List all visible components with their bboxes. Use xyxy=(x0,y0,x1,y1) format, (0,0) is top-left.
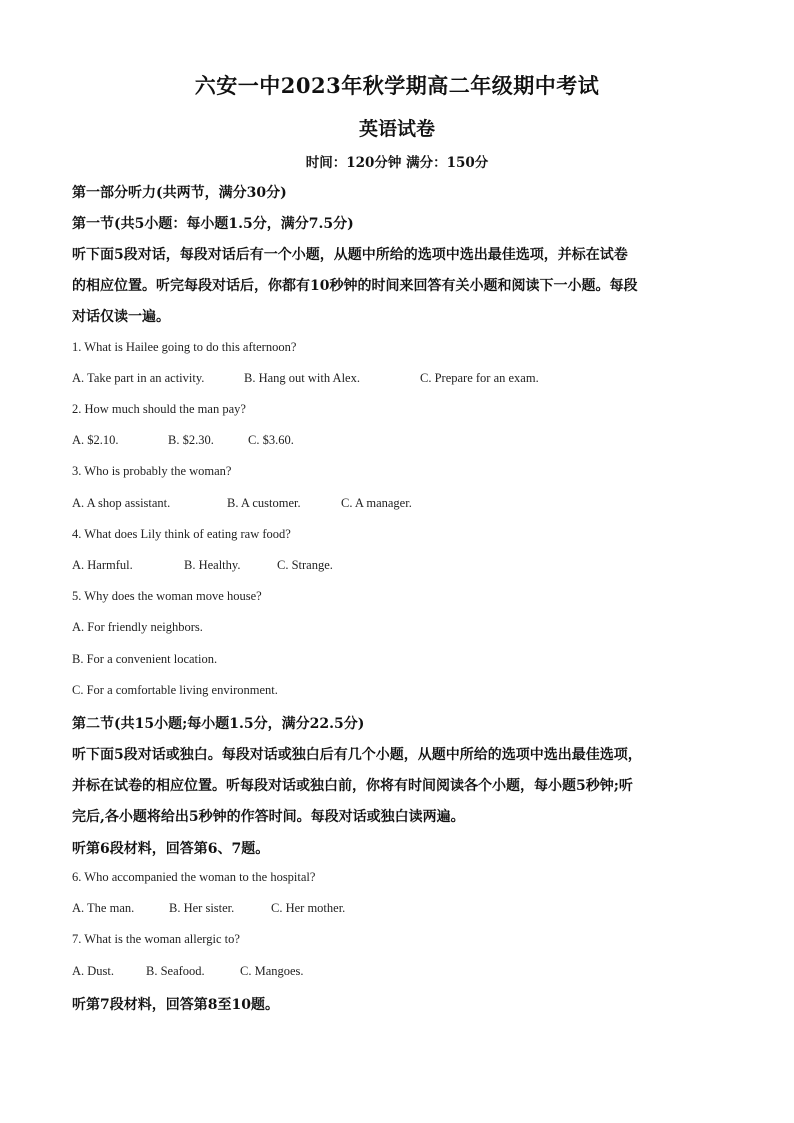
question-4: 4. What does Lily think of eating raw food? xyxy=(72,527,291,541)
question-1-option-a: A. Take part in an activity. xyxy=(72,371,205,385)
section1-instruction-line: 听下面5段对话，每段对话后有一个小题，从题中所给的选项中选出最佳选项，并标在试卷 xyxy=(72,247,628,263)
question-2-option-c: C. $3.60. xyxy=(248,433,294,447)
question-3-option-c: C. A manager. xyxy=(341,496,412,510)
section1-heading: 第一节(共5小题：每小题1.5分，满分7.5分) xyxy=(72,216,354,232)
question-5-option-a: A. For friendly neighbors. xyxy=(72,620,203,634)
question-5-option-c: C. For a comfortable living environment. xyxy=(72,683,278,697)
exam-meta: 时间：120分钟 满分：150分 xyxy=(305,155,489,171)
question-3-option-b: B. A customer. xyxy=(227,496,301,510)
section2-heading: 第二节(共15小题;每小题1.5分，满分22.5分) xyxy=(72,716,365,732)
part1-heading: 第一部分听力(共两节，满分30分) xyxy=(72,185,287,201)
question-6: 6. Who accompanied the woman to the hospital? xyxy=(72,870,316,884)
question-7-option-a: A. Dust. xyxy=(72,964,115,978)
material-6-heading: 听第6段材料，回答第6、7题。 xyxy=(72,841,270,857)
question-6-option-b: B. Her sister. xyxy=(169,901,235,915)
exam-subtitle: 英语试卷 xyxy=(358,118,435,140)
question-2-option-b: B. $2.30. xyxy=(168,433,214,447)
exam-title: 六安一中2023年秋学期高二年级期中考试 xyxy=(194,73,600,98)
section2-instruction-line: 并标在试卷的相应位置。听每段对话或独白前，你将有时间阅读各个小题，每小题5秒钟;听 xyxy=(72,778,633,794)
question-7-option-b: B. Seafood. xyxy=(146,964,205,978)
question-1: 1. What is Hailee going to do this afternoon? xyxy=(72,340,297,354)
question-3-option-a: A. A shop assistant. xyxy=(72,496,171,510)
question-7: 7. What is the woman allergic to? xyxy=(72,932,240,946)
question-6-option-c: C. Her mother. xyxy=(271,901,346,915)
question-4-option-b: B. Healthy. xyxy=(184,558,241,572)
question-3: 3. Who is probably the woman? xyxy=(72,464,232,478)
question-4-option-c: C. Strange. xyxy=(277,558,333,572)
question-7-option-c: C. Mangoes. xyxy=(240,964,304,978)
question-1-option-b: B. Hang out with Alex. xyxy=(244,371,360,385)
section1-instruction-line: 的相应位置。听完每段对话后，你都有10秒钟的时间来回答有关小题和阅读下一小题。每段 xyxy=(72,278,638,294)
question-5: 5. Why does the woman move house? xyxy=(72,589,262,603)
section2-instruction-line: 完后,各小题将给出5秒钟的作答时间。每段对话或独白读两遍。 xyxy=(72,809,465,825)
material-7-heading: 听第7段材料，回答第8至10题。 xyxy=(72,997,279,1013)
question-2-option-a: A. $2.10. xyxy=(72,433,119,447)
section2-instruction-line: 听下面5段对话或独白。每段对话或独白后有几个小题，从题中所给的选项中选出最佳选项， xyxy=(72,747,642,763)
section1-instruction-line: 对话仅读一遍。 xyxy=(72,309,170,325)
question-6-option-a: A. The man. xyxy=(72,901,135,915)
question-4-option-a: A. Harmful. xyxy=(72,558,133,572)
question-2: 2. How much should the man pay? xyxy=(72,402,246,416)
question-1-option-c: C. Prepare for an exam. xyxy=(420,371,539,385)
question-5-option-b: B. For a convenient location. xyxy=(72,652,218,666)
